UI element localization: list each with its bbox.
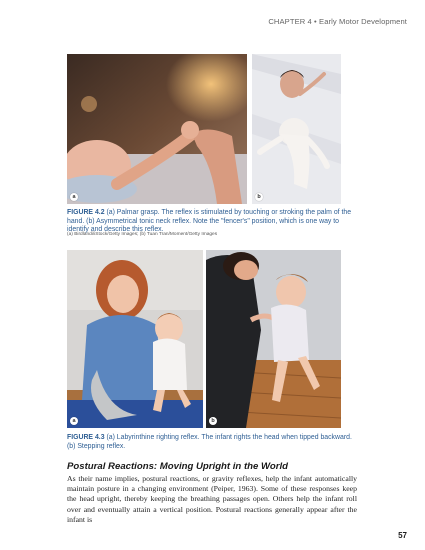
figure-4-2b-photo: [252, 54, 341, 204]
figure-4-2-caption-text: (a) Palmar grasp. The reflex is stimulated by touching or stroking the palm of the hand. (b) Asymmetrical tonic neck reflex. Note the "fencer's" position, which is one way to identify and describe this reflex.: [67, 209, 352, 234]
figure-4-3-caption-text: (a) Labyrinthine righting reflex. The infant rights the head when tipped backward. (b) Stepping reflex.: [67, 434, 352, 450]
panel-a-badge: a: [70, 193, 78, 201]
figure-4-3-label: FIGURE 4.3: [67, 434, 105, 441]
panel-a-badge: a: [70, 417, 78, 425]
figure-4-3a-photo: [67, 250, 203, 428]
running-head: CHAPTER 4 • Early Motor Development: [268, 17, 407, 26]
panel-b-badge: b: [209, 417, 217, 425]
body-paragraph: As their name implies, postural reactions, or gravity reflexes, help the infant automatically maintain posture in a changing environment (Peiper, 1963). Some of these responses keep the head upright, thereby keeping the breathing passages open. Others help the infant roll over and eventually attain a vertical position. Postural reactions generally appear after the infant is: [67, 474, 357, 524]
page-number: 57: [398, 531, 407, 540]
section-title: Postural Reactions: Moving Upright in the World: [67, 461, 289, 472]
figure-4-2-caption: [67, 209, 357, 235]
panel-b-badge: b: [255, 193, 263, 201]
figure-4-3-caption: [67, 434, 357, 451]
figure-4-2-credit: (a) Birdlandi/iStock/Getty Images; (b) Tuan Tran/Moment/Getty Images: [67, 232, 218, 237]
figure-4-2a-photo: [67, 54, 247, 204]
figure-4-3b-photo: [206, 250, 341, 428]
figure-4-2-label: FIGURE 4.2: [67, 209, 105, 216]
